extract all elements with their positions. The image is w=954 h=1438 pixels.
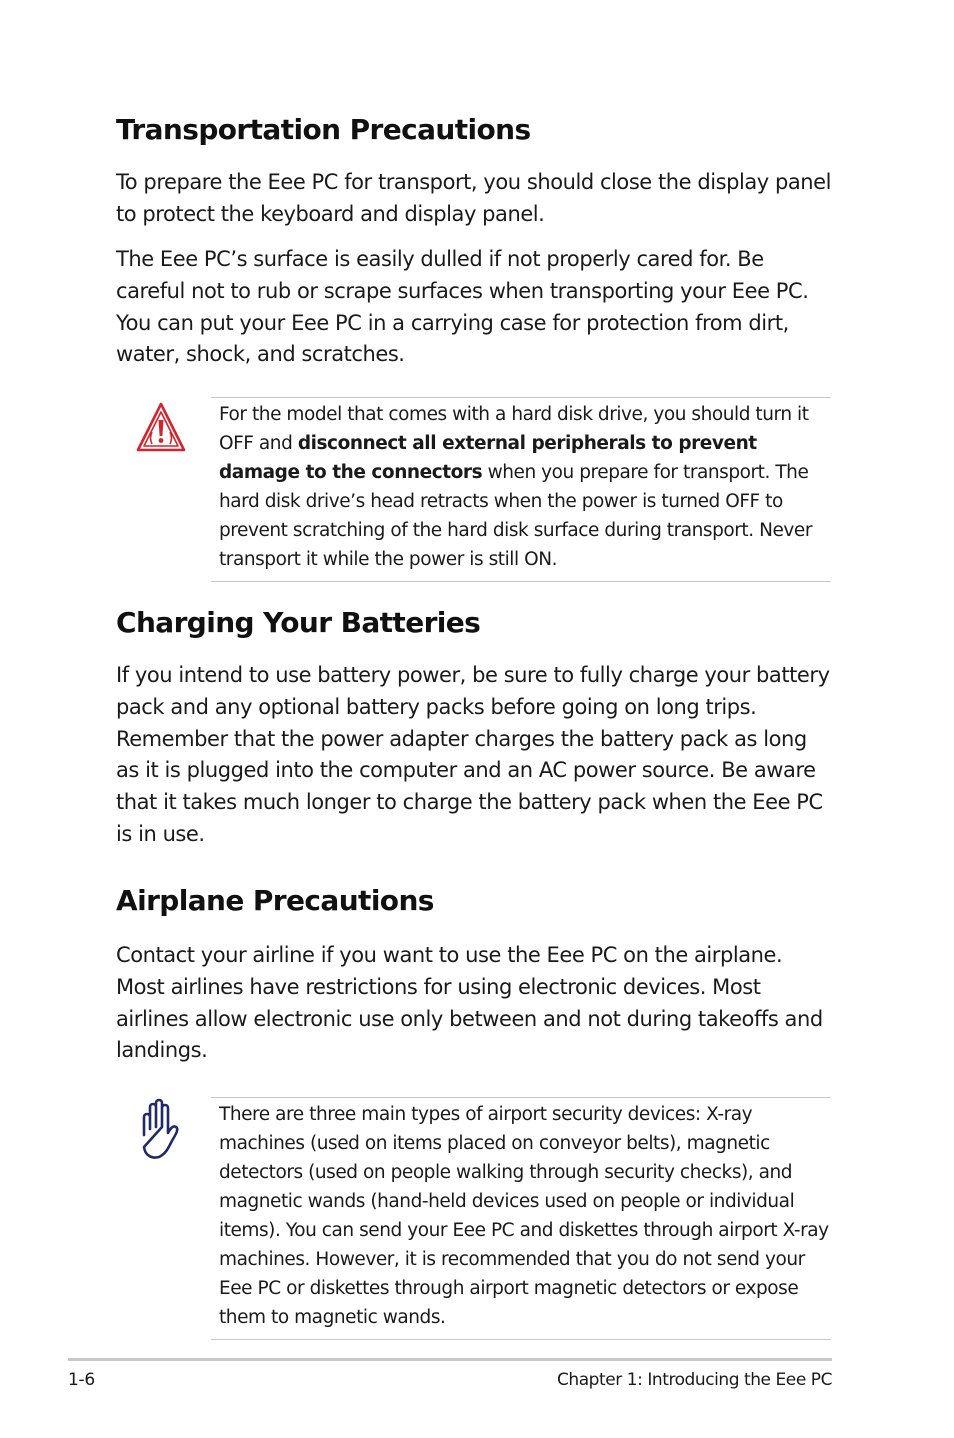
transport-paragraph-2: The Eee PC’s surface is easily dulled if not properly cared for. Be careful not to rub or scrape surfaces when transporting your Eee PC. You can put your Eee PC in a carrying case for protection from dirt, water, shock, and scratches.: [116, 247, 809, 367]
airplane-paragraph: Contact your airline if you want to use the Eee PC on the airplane. Most airlines have restrictions for using electronic devices. Most airlines allow electronic use only between and not during takeoffs and landings.: [116, 943, 823, 1063]
airplane-note-text: There are three main types of airport security devices: X-ray machines (used on items placed on conveyor belts), magnetic detectors (used on people walking through security checks), and magnetic wands (hand-held devices used on people or individual items). You can send your Eee PC and diskettes through airport X-ray machines. However, it is recommended that you do not send your Eee PC or diskettes through airport magnetic detectors or expose them to magnetic wands.: [219, 1104, 829, 1328]
transport-note-text: [211, 398, 831, 574]
section-title-transportation: Transportation Precautions: [116, 113, 531, 146]
section-title-charging: Charging Your Batteries: [116, 606, 481, 639]
footer-divider: [68, 1358, 832, 1361]
warning-triangle-icon: [135, 400, 187, 460]
page-number: 1-6: [68, 1370, 95, 1390]
airplane-note: [211, 1097, 831, 1340]
transport-note-pre: For the model that comes with a hard disk drive, you should turn it OFF and: [219, 404, 809, 454]
raised-hand-icon: [136, 1097, 182, 1165]
charging-paragraph: If you intend to use battery power, be sure to fully charge your battery pack and any optional battery packs before going on long trips. Remember that the power adapter charges the battery pack as long as it is plugged into the computer and an AC power source. Be aware that it takes much longer to charge the battery pack when the Eee PC is in use.: [116, 663, 830, 846]
section-title-airplane: Airplane Precautions: [116, 884, 434, 917]
chapter-title: Chapter 1: Introducing the Eee PC: [556, 1370, 832, 1390]
transport-note-post: when you prepare for transport. The hard disk drive’s head retracts when the power is turned OFF to prevent scratching of the hard disk surface during transport. Never transport it while the power is still ON.: [219, 462, 813, 570]
transport-note-bold: disconnect all external peripherals to prevent damage to the connectors: [219, 433, 757, 483]
transport-paragraph-1: To prepare the Eee PC for transport, you should close the display panel to protect the keyboard and display panel.: [116, 170, 831, 226]
transport-note: [211, 397, 831, 582]
